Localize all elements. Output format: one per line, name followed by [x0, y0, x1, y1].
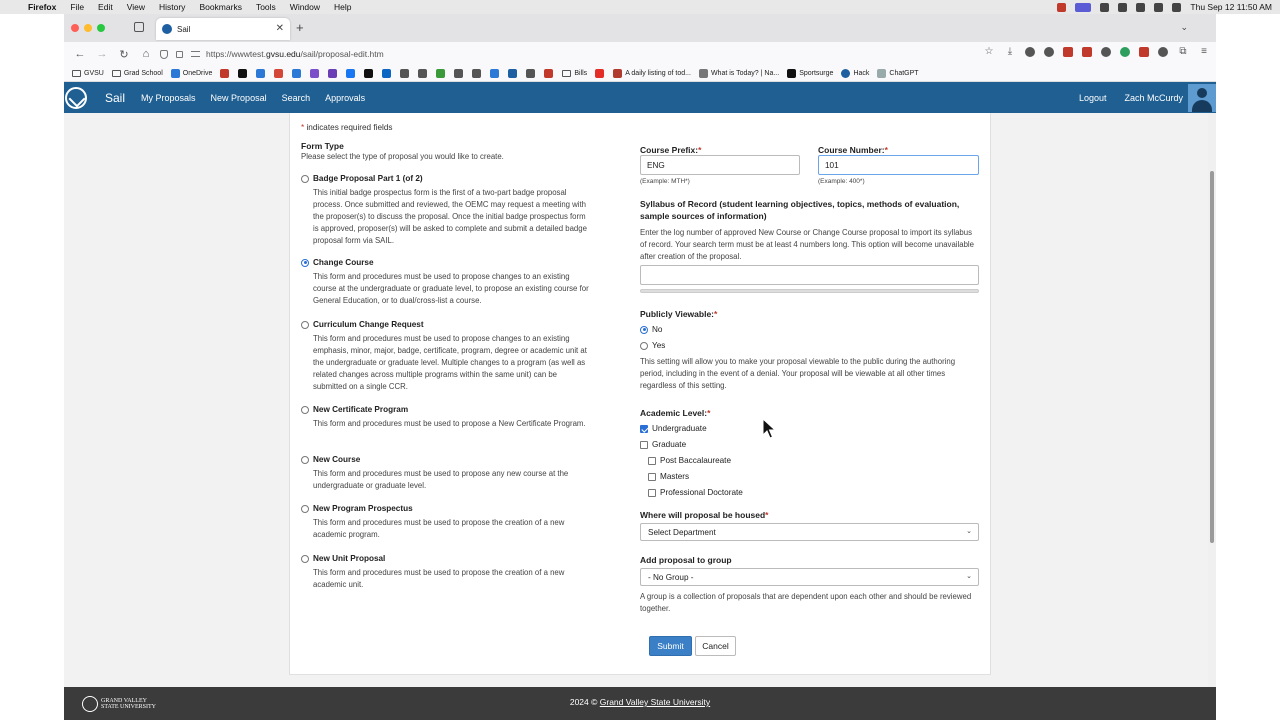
extension-3-icon[interactable] — [1063, 47, 1073, 57]
form-option-new-certificate[interactable] — [301, 405, 591, 430]
academic-graduate[interactable] — [640, 440, 686, 449]
bookmark-favicon-icon — [220, 69, 229, 78]
radio-new-certificate[interactable] — [301, 406, 309, 414]
bookmark-icon-10[interactable] — [382, 69, 394, 78]
course-prefix-label — [640, 145, 701, 155]
site-nav-user — [1079, 82, 1216, 113]
bookmark-label: Hack — [853, 70, 870, 77]
required-asterisk: * — [714, 309, 718, 319]
nav-my-proposals[interactable]: My Proposals — [141, 92, 196, 103]
group-label: Add proposal to group — [640, 555, 732, 565]
globe-icon — [400, 69, 409, 78]
bookmark-what-is-today[interactable] — [699, 69, 779, 78]
radio-change-course[interactable] — [301, 259, 309, 267]
radio-new-program[interactable] — [301, 505, 309, 513]
academic-post-bacc[interactable] — [648, 456, 731, 465]
form-option-badge[interactable] — [301, 174, 591, 247]
checkbox-label: Undergraduate — [652, 424, 707, 433]
status-sync-icon[interactable] — [1100, 3, 1109, 12]
browser-window — [64, 14, 1216, 720]
department-select-value: Select Department — [648, 527, 716, 537]
bookmark-favicon-icon — [508, 69, 517, 78]
bookmark-icon-14[interactable] — [454, 69, 466, 78]
navigation-bar — [64, 42, 1216, 66]
bookmark-daily-listing[interactable] — [613, 69, 691, 78]
option-title: Change Course — [313, 258, 374, 267]
bookmark-chatgpt[interactable] — [877, 69, 918, 78]
radio-curriculum-change[interactable] — [301, 321, 309, 329]
bookmark-icon-1[interactable] — [220, 69, 232, 78]
syllabus-divider — [640, 289, 979, 293]
copyright-text: 2024 © — [569, 697, 598, 707]
public-option-yes[interactable] — [640, 341, 665, 350]
bookmark-favicon-icon — [526, 69, 535, 78]
site-footer — [64, 687, 1216, 720]
group-select-value: - No Group - — [648, 572, 694, 582]
scrollbar-thumb[interactable] — [1210, 171, 1214, 543]
bookmark-sportsurge[interactable] — [787, 69, 833, 78]
bookmark-favicon-icon — [292, 69, 301, 78]
option-title: Badge Proposal Part 1 (of 2) — [313, 174, 423, 183]
bookmark-folder-gvsu[interactable] — [72, 70, 104, 77]
bookmark-icon-18[interactable] — [526, 69, 538, 78]
required-note-text: indicates required fields — [306, 123, 393, 132]
bookmark-favicon-icon — [418, 69, 427, 78]
forward-arrow-icon[interactable]: → — [96, 48, 108, 60]
extension-8-icon[interactable] — [1158, 47, 1168, 57]
public-label-text: Publicly Viewable: — [640, 309, 715, 319]
public-label — [640, 309, 717, 319]
group-help: A group is a collection of proposals that are dependent upon each other and should be reviewed together. — [640, 592, 972, 613]
checkbox-graduate[interactable] — [640, 441, 648, 449]
checkbox-masters[interactable] — [648, 473, 656, 481]
menu-help[interactable]: Help — [334, 2, 352, 12]
extension-4-icon[interactable] — [1082, 47, 1092, 57]
bookmark-icon-12[interactable] — [418, 69, 430, 78]
submit-button[interactable]: Submit — [649, 636, 692, 656]
academic-prof-doctorate[interactable] — [648, 488, 743, 497]
bookmark-icon-3[interactable] — [256, 69, 268, 78]
status-battery-icon[interactable] — [1154, 3, 1163, 12]
chevron-down-icon: ⌄ — [966, 528, 972, 535]
required-asterisk: * — [707, 408, 711, 418]
tab-sail[interactable] — [156, 18, 290, 40]
syllabus-search-input[interactable] — [640, 265, 979, 285]
window-controls — [71, 24, 105, 32]
course-prefix-input[interactable]: ENG — [640, 155, 800, 175]
bookmark-favicon-icon — [787, 69, 796, 78]
nav-search[interactable]: Search — [281, 92, 311, 103]
bookmark-label: Sportsurge — [799, 70, 834, 77]
globe-icon — [472, 69, 481, 78]
chevron-down-icon: ⌄ — [966, 573, 972, 580]
bookmark-icon-6[interactable] — [310, 69, 322, 78]
bookmark-favicon-icon — [841, 69, 850, 78]
required-asterisk: * — [698, 145, 702, 155]
housed-label-text: Where will proposal be housed — [640, 510, 766, 520]
form-option-new-course[interactable] — [301, 455, 591, 492]
option-label: No — [652, 325, 663, 334]
close-window-icon[interactable] — [71, 24, 79, 32]
bookmark-icon-9[interactable] — [364, 69, 376, 78]
academic-undergraduate[interactable] — [640, 424, 707, 433]
status-control-center-icon[interactable] — [1172, 3, 1181, 12]
status-wifi-icon[interactable] — [1136, 3, 1145, 12]
course-number-label — [818, 145, 888, 155]
menu-app[interactable]: Firefox — [28, 2, 57, 12]
tab-close-icon[interactable]: ✕ — [275, 23, 284, 34]
academic-level-label-text: Academic Level: — [640, 408, 708, 418]
extension-2-icon[interactable] — [1044, 47, 1054, 57]
facebook-icon — [346, 69, 355, 78]
checkbox-label: Graduate — [652, 440, 687, 449]
option-desc: This form and procedures must be used to propose the creation of a new academic unit. — [313, 568, 565, 589]
bookmark-icon-17[interactable] — [508, 69, 520, 78]
checkbox-undergraduate[interactable] — [640, 425, 648, 433]
bookmark-label: OneDrive — [182, 70, 213, 77]
bookmark-onedrive[interactable] — [171, 69, 213, 78]
course-number-input[interactable]: 101 — [818, 155, 979, 175]
course-prefix-example: (Example: MTH*) — [640, 178, 690, 185]
tab-title: Sail — [177, 24, 191, 34]
option-desc: This initial badge prospectus form is the first of a two-part badge proposal process. Once submitted and reviewed, the OEMC may request a meeting with the proposer(s) to discuss the proposal. Once the initial badge prospectus form is approved, proposer(s) will be asked to complete and submit a detailed badge proposal form via SAIL. — [313, 188, 587, 245]
bookmark-folder-grad-school[interactable] — [112, 70, 163, 77]
permissions-icon[interactable] — [191, 51, 200, 57]
home-icon[interactable]: ⌂ — [142, 48, 150, 60]
menu-edit[interactable]: Edit — [98, 2, 113, 12]
bookmark-favicon-icon — [613, 69, 622, 78]
globe-icon — [699, 69, 708, 78]
checkbox-professional-doctorate[interactable] — [648, 489, 656, 497]
user-name[interactable]: Zach McCurdy — [1124, 92, 1183, 103]
required-note — [301, 123, 393, 132]
checkbox-label: Post Baccalaureate — [660, 456, 732, 465]
downloads-icon[interactable]: ⤓ — [1007, 46, 1013, 57]
back-arrow-icon[interactable]: ← — [74, 48, 86, 60]
zoom-window-icon[interactable] — [97, 24, 105, 32]
checkbox-post-baccalaureate[interactable] — [648, 457, 656, 465]
onedrive-icon — [171, 69, 180, 78]
form-option-new-program[interactable] — [301, 504, 591, 541]
bookmark-icon-5[interactable] — [292, 69, 304, 78]
bookmark-favicon-icon — [238, 69, 247, 78]
bookmark-icon-2[interactable] — [238, 69, 250, 78]
chatgpt-icon — [877, 69, 886, 78]
academic-level-label — [640, 408, 710, 418]
status-screen-icon[interactable] — [1075, 3, 1091, 12]
option-desc: This form and procedures must be used to propose changes to an existing course at the undergraduate or graduate level, to propose an existing course for General Education, or to dual/cross-list a course. — [313, 272, 589, 305]
extensions-puzzle-icon[interactable]: ⧉ — [1179, 46, 1187, 57]
avatar[interactable] — [1188, 84, 1216, 112]
menu-bookmarks[interactable]: Bookmarks — [199, 2, 242, 12]
footer-gvsu-link[interactable]: Grand Valley State University — [599, 697, 711, 707]
bookmark-label: A daily listing of tod... — [625, 70, 691, 77]
option-desc: This form and procedures must be used to propose any new course at the undergraduate or graduate level. — [313, 469, 569, 490]
url-host: gvsu.edu — [266, 49, 301, 59]
hamburger-menu-icon[interactable]: ≡ — [1201, 46, 1207, 57]
cancel-button[interactable]: Cancel — [695, 636, 736, 656]
syllabus-help: Enter the log number of approved New Course or Change Course proposal to import its syllabus of record. Your search term must be at least 4 numbers long. This option will become unavailable after creation of the proposal. — [640, 228, 975, 261]
bookmark-favicon-icon — [490, 69, 499, 78]
bookmark-icon-19[interactable] — [544, 69, 556, 78]
footer-copyright — [64, 697, 1216, 707]
bookmark-favicon-icon — [256, 69, 265, 78]
mouse-cursor-icon — [762, 418, 776, 440]
lock-icon[interactable] — [176, 51, 183, 58]
menubar-clock[interactable]: Thu Sep 12 11:50 AM — [1190, 2, 1272, 12]
bookmark-icon-youtube[interactable] — [595, 69, 607, 78]
radio-public-no[interactable] — [640, 326, 648, 334]
folder-icon — [72, 70, 81, 77]
new-tab-icon[interactable]: + — [296, 20, 304, 35]
option-label: Yes — [652, 341, 666, 350]
radio-badge[interactable] — [301, 175, 309, 183]
bookmark-star-icon[interactable]: ☆ — [984, 46, 994, 57]
bookmark-label: What is Today? | Na... — [710, 70, 780, 77]
extension-7-icon[interactable] — [1139, 47, 1149, 57]
bookmark-favicon-icon — [328, 69, 337, 78]
form-option-new-unit[interactable] — [301, 554, 591, 591]
folder-icon — [562, 70, 571, 77]
nav-approvals[interactable]: Approvals — [325, 92, 366, 103]
option-desc: This form and procedures must be used to propose a New Certificate Program. — [313, 419, 586, 428]
site-brand[interactable]: Sail — [105, 90, 126, 105]
bookmarks-toolbar — [64, 66, 1216, 82]
tracking-shield-icon[interactable] — [160, 50, 168, 59]
bookmark-favicon-icon — [310, 69, 319, 78]
extension-1-icon[interactable] — [1025, 47, 1035, 57]
page-content — [64, 113, 1216, 687]
logout-link[interactable]: Logout — [1078, 92, 1107, 103]
tab-bar — [64, 14, 1216, 42]
status-tool-icon[interactable] — [1118, 3, 1127, 12]
checkbox-label: Professional Doctorate — [660, 488, 743, 497]
gmail-icon — [274, 69, 283, 78]
bookmark-folder-bills[interactable] — [562, 70, 587, 77]
bookmark-label: ChatGPT — [889, 70, 919, 77]
public-help: This setting will allow you to make your proposal viewable to the public during the authoring period, including in the event of a denial. Your proposal will be viewable at all other times regardless of this setting. — [640, 357, 956, 390]
required-asterisk: * — [884, 145, 888, 155]
option-title: Curriculum Change Request — [313, 320, 424, 329]
group-select[interactable] — [640, 568, 979, 586]
bookmark-icon-8[interactable] — [346, 69, 358, 78]
form-option-change-course[interactable] — [301, 258, 591, 307]
bookmark-favicon-icon — [436, 69, 445, 78]
bookmark-hack[interactable] — [841, 69, 869, 78]
gvsu-favicon-icon — [162, 24, 172, 34]
url-path: /sail/proposal-edit.htm — [300, 49, 384, 59]
form-type-help: Please select the type of proposal you would like to create. — [301, 152, 504, 161]
required-asterisk: * — [301, 123, 305, 132]
menu-tools[interactable]: Tools — [255, 2, 276, 12]
reload-icon[interactable]: ↻ — [119, 48, 129, 61]
radio-public-yes[interactable] — [640, 342, 648, 350]
department-select[interactable] — [640, 523, 979, 541]
academic-masters[interactable] — [648, 472, 689, 481]
x-icon — [364, 69, 373, 78]
menu-history[interactable]: History — [158, 2, 186, 12]
radio-new-course[interactable] — [301, 456, 309, 464]
linkedin-icon — [382, 69, 391, 78]
tab-overflow-chevron-icon[interactable]: ⌄ — [1180, 22, 1188, 32]
youtube-icon — [595, 69, 604, 78]
bookmark-label: GVSU — [84, 70, 104, 77]
bookmark-icon-7[interactable] — [328, 69, 340, 78]
gvsu-logo-icon[interactable] — [65, 87, 87, 109]
required-asterisk: * — [765, 510, 769, 520]
footer-logo-line2: STATE UNIVERSITY — [101, 704, 157, 710]
checkbox-label: Masters — [660, 472, 690, 481]
bookmark-icon-4[interactable] — [274, 69, 286, 78]
tab-list-icon[interactable] — [134, 22, 144, 32]
public-option-no[interactable] — [640, 325, 662, 334]
bookmark-label: Grad School — [123, 70, 163, 77]
menubar-status — [1057, 0, 1272, 14]
bookmark-icon-13[interactable] — [436, 69, 448, 78]
globe-icon — [454, 69, 463, 78]
option-desc: This form and procedures must be used to propose the creation of a new academic program. — [313, 518, 565, 539]
macos-menubar — [0, 0, 1280, 14]
syllabus-label: Syllabus of Record (student learning objectives, topics, methods of evaluation, sample sources of information) — [640, 199, 960, 221]
option-title: New Certificate Program — [313, 405, 409, 414]
menu-window[interactable]: Window — [289, 2, 321, 12]
site-navbar — [64, 82, 1216, 113]
url-bar[interactable] — [160, 45, 960, 63]
bookmark-icon-16[interactable] — [490, 69, 502, 78]
bookmark-label: Bills — [574, 70, 588, 77]
course-prefix-label-text: Course Prefix: — [640, 145, 699, 155]
option-title: New Unit Proposal — [313, 554, 386, 563]
option-desc: This form and procedures must be used to propose changes to an existing emphasis, minor, major, badge, certificate, program, degree or academic unit at the undergraduate or graduate level. Multiple changes to a program (as well as related changes across multiple programs within the same unit) can be submitted on a single CCR. — [313, 334, 587, 391]
folder-icon — [112, 70, 121, 77]
footer-logo-line1: GRAND VALLEY — [101, 698, 147, 704]
extension-5-icon[interactable] — [1101, 47, 1111, 57]
course-number-example: (Example: 400*) — [818, 178, 865, 185]
housed-label — [640, 510, 768, 520]
url-prefix: https://wwwtest. — [206, 49, 266, 59]
course-number-label-text: Course Number: — [818, 145, 885, 155]
nav-new-proposal[interactable]: New Proposal — [210, 92, 267, 103]
radio-new-unit[interactable] — [301, 555, 309, 563]
bookmark-favicon-icon — [544, 69, 553, 78]
toolbar-right — [983, 46, 1210, 58]
minimize-window-icon[interactable] — [84, 24, 92, 32]
menu-view[interactable]: View — [126, 2, 145, 12]
form-type-label: Form Type — [301, 141, 344, 151]
bookmark-icon-15[interactable] — [472, 69, 484, 78]
extension-6-icon[interactable] — [1120, 47, 1130, 57]
bookmark-icon-11[interactable] — [400, 69, 412, 78]
option-title: New Course — [313, 455, 361, 464]
proposal-form-panel — [289, 113, 991, 675]
page-scrollbar[interactable] — [1208, 113, 1216, 687]
form-option-curriculum-change[interactable] — [301, 320, 591, 393]
option-title: New Program Prospectus — [313, 504, 413, 513]
status-app-icon[interactable] — [1057, 3, 1066, 12]
menu-file[interactable]: File — [70, 2, 85, 12]
